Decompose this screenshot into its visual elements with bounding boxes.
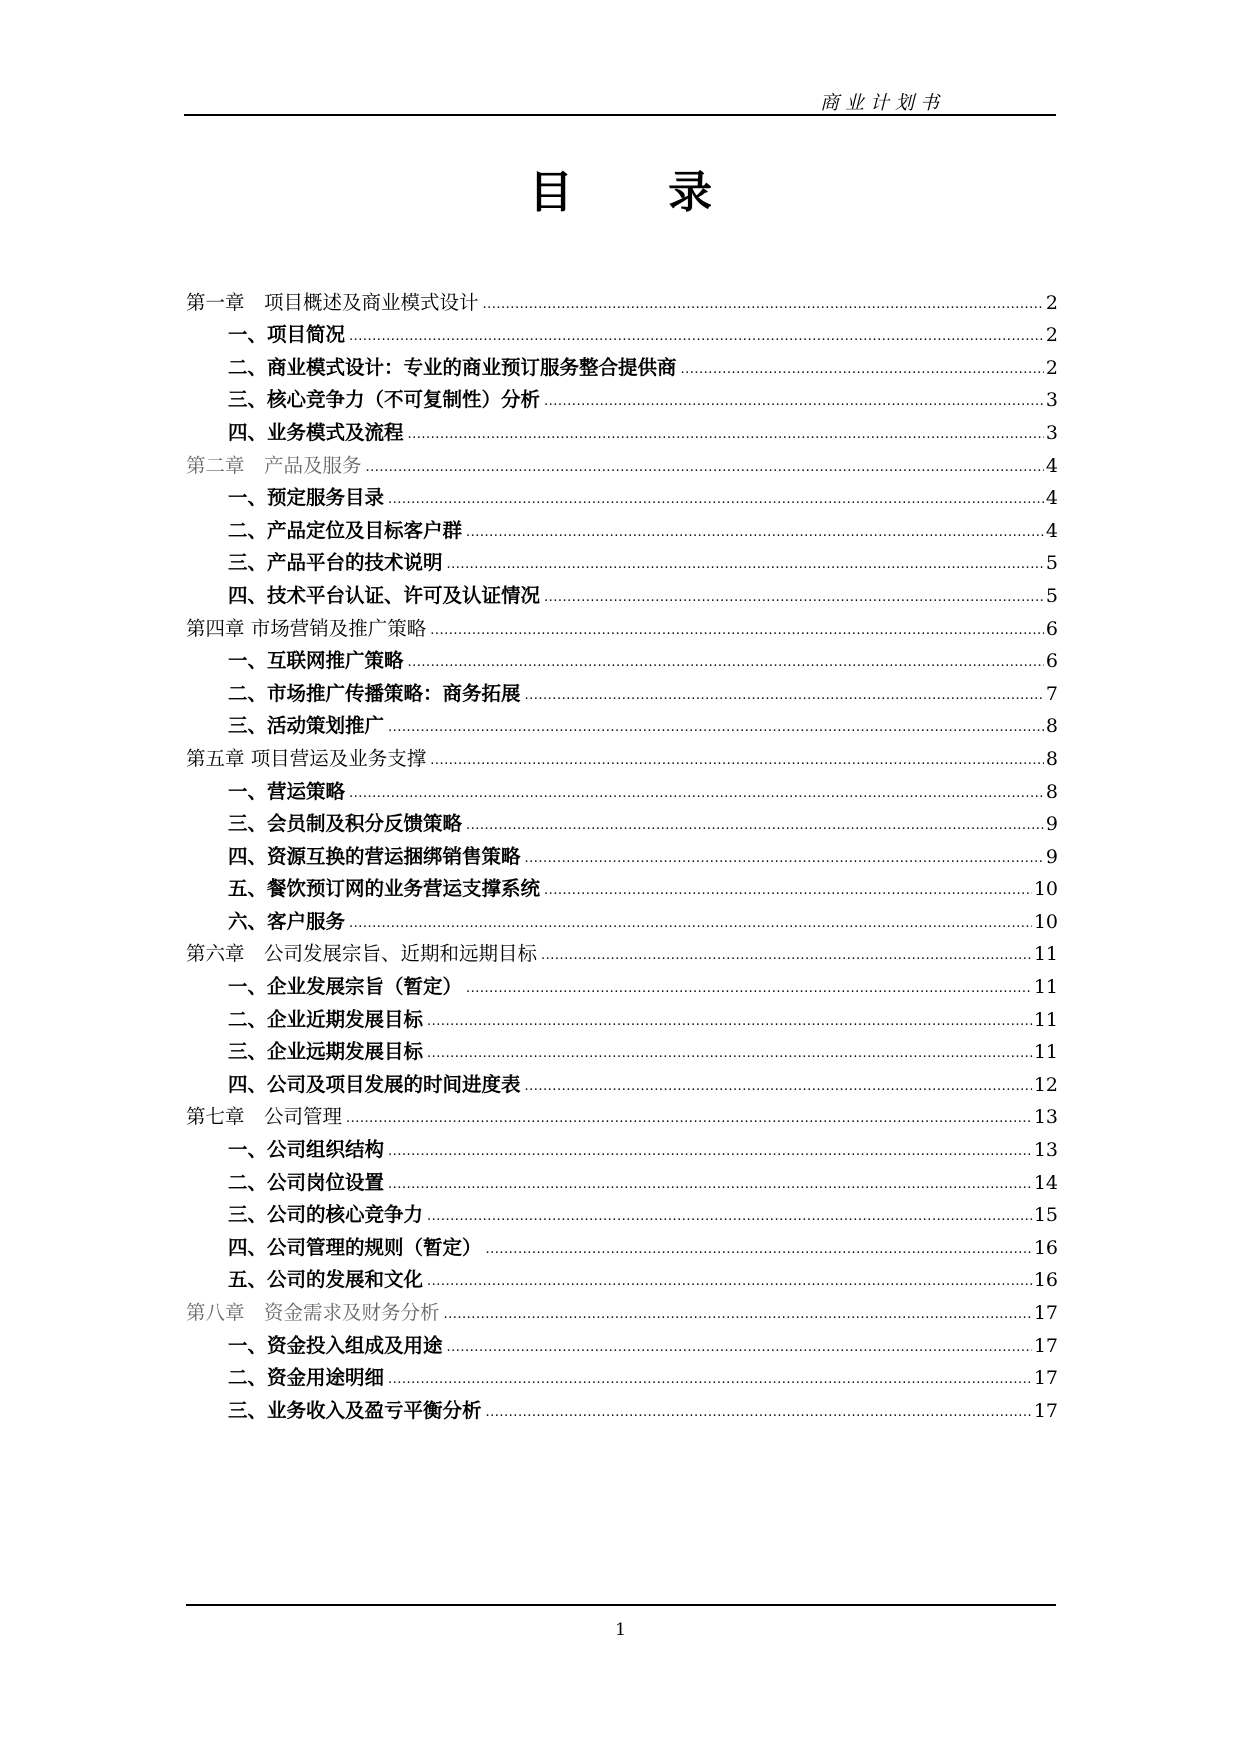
toc-entry-label: 第四章 市场营销及推广策略 [186, 616, 427, 640]
toc-section-entry[interactable] [186, 1195, 1058, 1228]
toc-dot-leader [427, 1015, 1032, 1028]
toc-entry-page-number: 17 [1033, 1367, 1058, 1390]
toc-section-entry[interactable] [186, 1390, 1058, 1423]
toc-chapter-entry[interactable] [186, 1292, 1058, 1325]
toc-entry-label: 四、公司及项目发展的时间进度表 [228, 1072, 521, 1096]
toc-dot-leader [430, 624, 1044, 637]
toc-entry-label: 二、企业近期发展目标 [228, 1007, 424, 1031]
toc-dot-leader [447, 1341, 1032, 1354]
toc-entry-label: 三、会员制及积分反馈策略 [228, 812, 463, 836]
toc-section-entry[interactable] [186, 1260, 1058, 1293]
toc-dot-leader [346, 1112, 1032, 1125]
toc-entry-page-number: 15 [1033, 1204, 1058, 1227]
toc-entry-label: 第七章 公司管理 [186, 1105, 343, 1129]
toc-entry-label: 二、产品定位及目标客户群 [228, 518, 463, 542]
toc-section-entry[interactable] [186, 966, 1058, 999]
toc-section-entry[interactable] [186, 836, 1058, 869]
toc-entry-page-number: 11 [1033, 1041, 1058, 1064]
toc-entry-page-number: 17 [1033, 1399, 1058, 1422]
toc-dot-leader [430, 754, 1044, 767]
toc-entry-label: 四、公司管理的规则（暂定） [228, 1235, 482, 1259]
page-number: 1 [615, 1620, 626, 1640]
toc-section-entry[interactable] [186, 1325, 1058, 1358]
toc-dot-leader [525, 852, 1044, 865]
toc-dot-leader [525, 1080, 1032, 1093]
toc-dot-leader [486, 1243, 1032, 1256]
toc-section-entry[interactable] [186, 315, 1058, 348]
toc-entry-page-number: 6 [1045, 617, 1058, 640]
toc-entry-page-number: 6 [1045, 650, 1058, 673]
toc-section-entry[interactable] [186, 1064, 1058, 1097]
header-rule [184, 114, 1056, 116]
toc-entry-label: 一、企业发展宗旨（暂定） [228, 975, 463, 999]
toc-section-entry[interactable] [186, 641, 1058, 674]
toc-entry-page-number: 5 [1045, 552, 1058, 575]
toc-entry-page-number: 11 [1033, 943, 1058, 966]
toc-section-entry[interactable] [186, 804, 1058, 837]
toc-chapter-entry[interactable] [186, 1097, 1058, 1130]
toc-entry-page-number: 10 [1033, 910, 1058, 933]
toc-entry-page-number: 4 [1045, 519, 1058, 542]
toc-section-entry[interactable] [186, 771, 1058, 804]
toc-section-entry[interactable] [186, 347, 1058, 380]
toc-entry-page-number: 13 [1033, 1106, 1058, 1129]
toc-entry-label: 二、市场推广传播策略：商务拓展 [228, 681, 521, 705]
toc-dot-leader [349, 330, 1044, 343]
toc-entry-page-number: 4 [1045, 487, 1058, 510]
toc-entry-page-number: 14 [1033, 1171, 1058, 1194]
toc-entry-label: 三、核心竞争力（不可复制性）分析 [228, 388, 541, 412]
toc-dot-leader [388, 493, 1044, 506]
toc-entry-page-number: 2 [1045, 291, 1058, 314]
toc-dot-leader [486, 1406, 1032, 1419]
toc-section-entry[interactable] [186, 543, 1058, 576]
toc-entry-label: 五、公司的发展和文化 [228, 1268, 424, 1292]
toc-entry-label: 二、公司岗位设置 [228, 1170, 385, 1194]
toc-entry-label: 三、业务收入及盈亏平衡分析 [228, 1398, 482, 1422]
toc-entry-label: 一、项目简况 [228, 323, 346, 347]
toc-entry-label: 一、预定服务目录 [228, 486, 385, 510]
toc-entry-page-number: 2 [1045, 324, 1058, 347]
toc-dot-leader [466, 526, 1044, 539]
toc-section-entry[interactable] [186, 380, 1058, 413]
toc-entry-label: 第一章 项目概述及商业模式设计 [186, 290, 479, 314]
toc-section-entry[interactable] [186, 478, 1058, 511]
toc-entry-label: 六、客户服务 [228, 909, 346, 933]
toc-section-entry[interactable] [186, 1227, 1058, 1260]
toc-chapter-entry[interactable] [186, 934, 1058, 967]
toc-entry-page-number: 7 [1045, 682, 1058, 705]
toc-entry-label: 一、公司组织结构 [228, 1138, 385, 1162]
toc-chapter-entry[interactable] [186, 282, 1058, 315]
toc-section-entry[interactable] [186, 869, 1058, 902]
toc-section-entry[interactable] [186, 1032, 1058, 1065]
toc-entry-label: 第八章 资金需求及财务分析 [186, 1301, 440, 1324]
toc-entry-page-number: 11 [1033, 1008, 1058, 1031]
toc-entry-label: 一、营运策略 [228, 779, 346, 803]
toc-dot-leader [681, 363, 1044, 376]
toc-entry-page-number: 11 [1033, 976, 1058, 999]
toc-entry-page-number: 2 [1045, 356, 1058, 379]
running-header: 商业计划书 [819, 92, 945, 114]
toc-entry-label: 三、活动策划推广 [228, 714, 385, 738]
toc-section-entry[interactable] [186, 412, 1058, 445]
toc-entry-label: 一、互联网推广策略 [228, 649, 404, 673]
toc-dot-leader [408, 428, 1044, 441]
toc-entry-label: 第二章 产品及服务 [186, 453, 362, 477]
toc-entry-label: 二、资金用途明细 [228, 1366, 385, 1390]
toc-entry-label: 四、业务模式及流程 [228, 420, 404, 444]
toc-entry-label: 第六章 公司发展宗旨、近期和远期目标 [186, 942, 538, 966]
toc-dot-leader [427, 1210, 1032, 1223]
toc-section-entry[interactable] [186, 999, 1058, 1032]
toc-dot-leader [388, 1145, 1032, 1158]
toc-dot-leader [544, 395, 1044, 408]
toc-entry-page-number: 4 [1045, 454, 1058, 477]
toc-dot-leader [466, 819, 1044, 832]
toc-entry-label: 三、产品平台的技术说明 [228, 551, 443, 575]
toc-entry-label: 四、技术平台认证、许可及认证情况 [228, 583, 541, 607]
toc-dot-leader [444, 1308, 1032, 1321]
toc-entry-page-number: 16 [1033, 1236, 1058, 1259]
toc-dot-leader [544, 591, 1044, 604]
toc-dot-leader [427, 1047, 1032, 1060]
toc-entry-page-number: 16 [1033, 1269, 1058, 1292]
toc-dot-leader [541, 949, 1032, 962]
toc-entry-label: 三、企业远期发展目标 [228, 1040, 424, 1064]
toc-chapter-entry[interactable] [186, 738, 1058, 771]
toc-entry-page-number: 9 [1045, 845, 1058, 868]
toc-entry-page-number: 17 [1033, 1334, 1058, 1357]
toc-entry-label: 四、资源互换的营运捆绑销售策略 [228, 844, 521, 868]
toc-entry-label: 五、餐饮预订网的业务营运支撑系统 [228, 877, 541, 901]
toc-dot-leader [388, 1373, 1032, 1386]
table-of-contents [186, 282, 1058, 1423]
toc-dot-leader [544, 884, 1032, 897]
toc-chapter-entry[interactable] [186, 608, 1058, 641]
toc-dot-leader [388, 721, 1044, 734]
page-title: 目 录 [528, 167, 753, 218]
toc-entry-page-number: 8 [1045, 747, 1058, 770]
toc-entry-label: 二、商业模式设计：专业的商业预订服务整合提供商 [228, 355, 677, 379]
toc-dot-leader [447, 558, 1044, 571]
toc-entry-page-number: 5 [1045, 584, 1058, 607]
toc-entry-page-number: 13 [1033, 1139, 1058, 1162]
toc-section-entry[interactable] [186, 1358, 1058, 1391]
toc-section-entry[interactable] [186, 673, 1058, 706]
toc-dot-leader [483, 298, 1044, 311]
toc-entry-page-number: 3 [1045, 389, 1058, 412]
toc-entry-label: 三、公司的核心竞争力 [228, 1203, 424, 1227]
toc-entry-page-number: 3 [1045, 421, 1058, 444]
toc-section-entry[interactable] [186, 1129, 1058, 1162]
toc-dot-leader [366, 461, 1044, 474]
toc-section-entry[interactable] [186, 575, 1058, 608]
toc-entry-page-number: 10 [1033, 878, 1058, 901]
toc-dot-leader [349, 787, 1044, 800]
toc-entry-page-number: 12 [1033, 1073, 1058, 1096]
toc-section-entry[interactable] [186, 1162, 1058, 1195]
toc-entry-page-number: 9 [1045, 813, 1058, 836]
toc-section-entry[interactable] [186, 510, 1058, 543]
toc-entry-label: 一、资金投入组成及用途 [228, 1333, 443, 1357]
toc-dot-leader [349, 917, 1032, 930]
toc-dot-leader [427, 1275, 1032, 1288]
toc-entry-page-number: 17 [1033, 1302, 1058, 1324]
toc-dot-leader [525, 689, 1044, 702]
footer-rule [186, 1604, 1056, 1606]
toc-dot-leader [388, 1178, 1032, 1191]
toc-entry-page-number: 8 [1045, 715, 1058, 738]
toc-section-entry[interactable] [186, 706, 1058, 739]
toc-dot-leader [466, 982, 1032, 995]
toc-chapter-entry[interactable] [186, 445, 1058, 478]
toc-entry-page-number: 8 [1045, 780, 1058, 803]
toc-entry-label: 第五章 项目营运及业务支撑 [186, 746, 427, 770]
toc-section-entry[interactable] [186, 901, 1058, 934]
toc-dot-leader [408, 656, 1044, 669]
